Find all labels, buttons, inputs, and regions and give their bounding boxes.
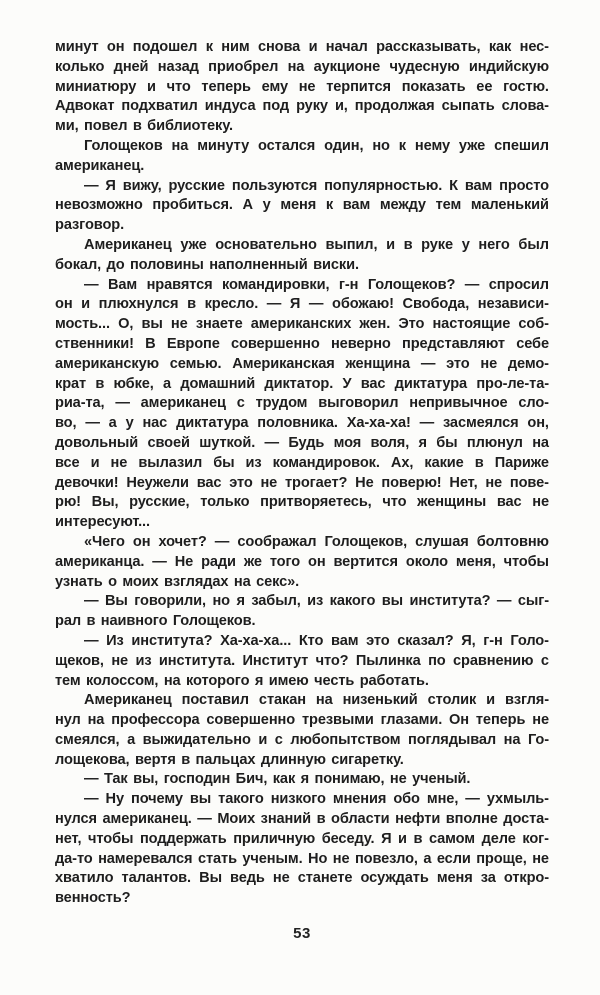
text-line: интересуют...	[55, 514, 150, 531]
paragraph	[55, 177, 549, 236]
text-line: — Я вижу, русские пользуются популярностью. К вам просто	[84, 177, 549, 194]
text-line: Голощеков на минуту остался один, но к нему уже спешил	[84, 137, 549, 154]
page-number: 53	[293, 925, 311, 942]
text-line: тем колоссом, на которого я имею честь работать.	[55, 672, 429, 689]
paragraph	[55, 632, 549, 691]
text-line: риа-та, — американец с трудом выговорил непривычное сло-	[55, 395, 549, 412]
text-line: да-то намеревался стать ученым. Но не повезло, а если проще, не	[55, 850, 549, 867]
paragraph	[55, 276, 549, 533]
text-line: нул на профессора совершенно трезвыми глазами. Он теперь не	[55, 712, 549, 729]
text-line: минут он подошел к ним снова и начал рассказывать, как нес-	[55, 39, 549, 55]
paragraph	[55, 236, 549, 276]
text-line: — Ну почему вы такого низкого мнения обо мне, — ухмыль-	[84, 791, 549, 808]
text-line: разговор.	[55, 217, 125, 234]
text-line: — Вы говорили, но я забыл, из какого вы института? — сыг-	[84, 593, 549, 610]
text-line: Американец поставил стакан на низенький столик и взгля-	[84, 692, 549, 709]
text-line: — Из института? Ха-ха-ха... Кто вам это сказал? Я, г-н Голо-	[84, 632, 549, 649]
text-line: смеялся, а выжидательно и с любопытством поглядывал на Го-	[55, 731, 549, 748]
paragraph	[55, 770, 549, 790]
text-line: колько дней назад приобрел на аукционе чудесную индийскую	[55, 58, 549, 75]
text-line: во, — а у нас диктатура половника. Ха-ха-ха! — засмеялся он,	[55, 415, 549, 432]
paragraph	[55, 137, 549, 177]
paragraph	[55, 38, 549, 137]
paragraph	[55, 592, 549, 632]
text-line: он и плюхнулся в кресло. — Я — обожаю! Свобода, независи-	[55, 296, 549, 313]
paragraph	[55, 533, 549, 592]
text-line: щеков, не из института. Институт что? Пылинка по сравнению с	[55, 652, 549, 669]
text-line: бокал, до половины наполненный виски.	[55, 256, 359, 273]
text-line: ственники! В Европе совершенно неверно представляют себе	[55, 335, 549, 352]
text-line: Адвокат подхватил индуса под руку и, продолжая сыпать слова-	[55, 98, 549, 115]
paragraph	[55, 691, 549, 770]
paragraph	[55, 790, 549, 909]
text-line: миниатюру и что теперь ему не терпится показать ее гостю.	[55, 78, 549, 95]
text-line: ми, повел в библиотеку.	[55, 118, 233, 135]
text-line: лощекова, вертя в пальцах длинную сигаретку.	[55, 751, 404, 768]
text-line: довольный своей шуткой. — Будь моя воля, я бы плюнул на	[55, 434, 549, 451]
text-line: хватило талантов. Вы ведь не станете осуждать меня за откро-	[55, 870, 549, 887]
text-line: мость... О, вы не знаете американских жен. Это настоящие соб-	[55, 316, 549, 333]
text-line: рю! Вы, русские, только притворяетесь, что женщины вас не	[55, 494, 549, 511]
text-line: невозможно пробиться. А у меня к вам между тем маленький	[55, 197, 549, 214]
text-line: — Так вы, господин Бич, как я понимаю, не ученый.	[84, 771, 471, 788]
text-line: нулся американец. — Моих знаний в области нефти вполне доста-	[55, 811, 549, 828]
text-line: американца. — Не ради же того он вертится около меня, чтобы	[55, 553, 549, 570]
text-line: американец.	[55, 157, 145, 174]
text-line: — Вам нравятся командировки, г-н Голощеков? — спросил	[84, 276, 549, 293]
text-line: рал в наивного Голощеков.	[55, 613, 256, 630]
text-line: Американец уже основательно выпил, и в руке у него был	[84, 236, 549, 253]
text-line: крат в юбке, а домашний диктатор. У вас диктатура про-ле-та-	[55, 375, 549, 392]
text-line: венность?	[55, 890, 131, 907]
text-line: узнать о моих взглядах на секс».	[55, 573, 300, 590]
page-text	[55, 38, 549, 909]
text-line: все и не вылазил бы из командировок. Ах, какие в Париже	[55, 454, 549, 471]
text-line: «Чего он хочет? — соображал Голощеков, слушая болтовню	[84, 533, 549, 550]
text-line: нет, чтобы поддержать приличную беседу. Я и в самом деле ког-	[55, 830, 549, 847]
text-line: американскую семью. Американская женщина — это не демо-	[55, 355, 549, 372]
text-line: девочки! Неужели вас это не трогает? Не поверю! Нет, не пове-	[55, 474, 549, 491]
